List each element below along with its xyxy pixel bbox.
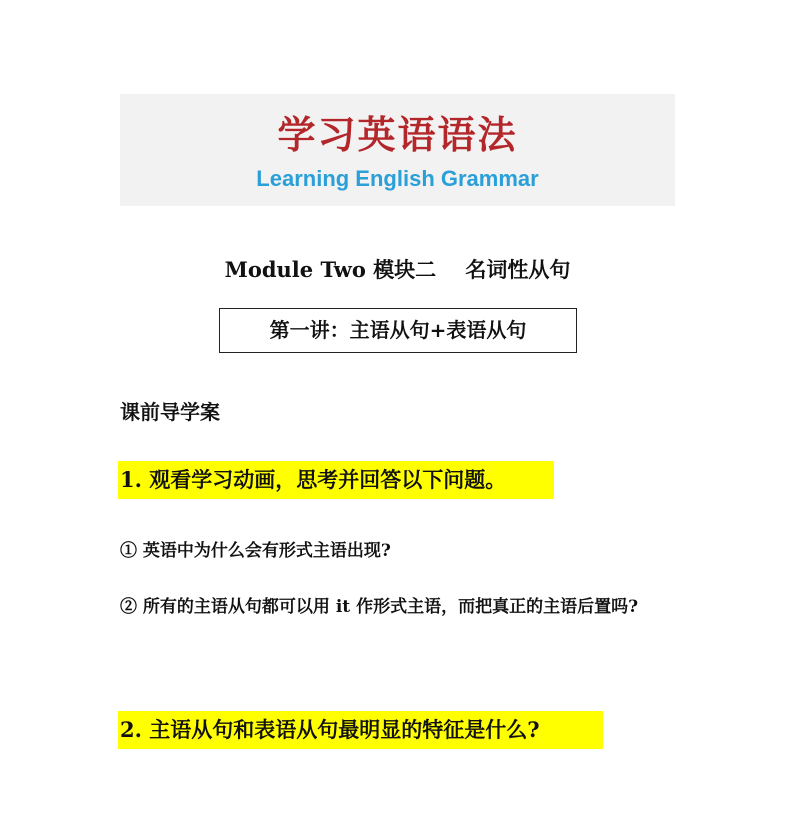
- banner-subtitle: Learning English Grammar: [256, 166, 539, 191]
- question-1: 1. 观看学习动画，思考并回答以下问题。: [118, 461, 554, 499]
- section-label: 课前导学案: [120, 400, 220, 424]
- sub-question-2: ② 所有的主语从句都可以用 it 作形式主语，而把真正的主语后置吗?: [120, 597, 639, 617]
- header-banner: [120, 94, 675, 206]
- module-heading: Module Two 模块二 名词性从句: [224, 257, 571, 282]
- banner-title: 学习英语语法: [277, 112, 518, 157]
- lecture-title-box: 第一讲：主语从句+表语从句: [219, 308, 577, 353]
- question-2: 2. 主语从句和表语从句最明显的特征是什么?: [118, 711, 603, 749]
- sub-question-1: ① 英语中为什么会有形式主语出现?: [120, 541, 391, 561]
